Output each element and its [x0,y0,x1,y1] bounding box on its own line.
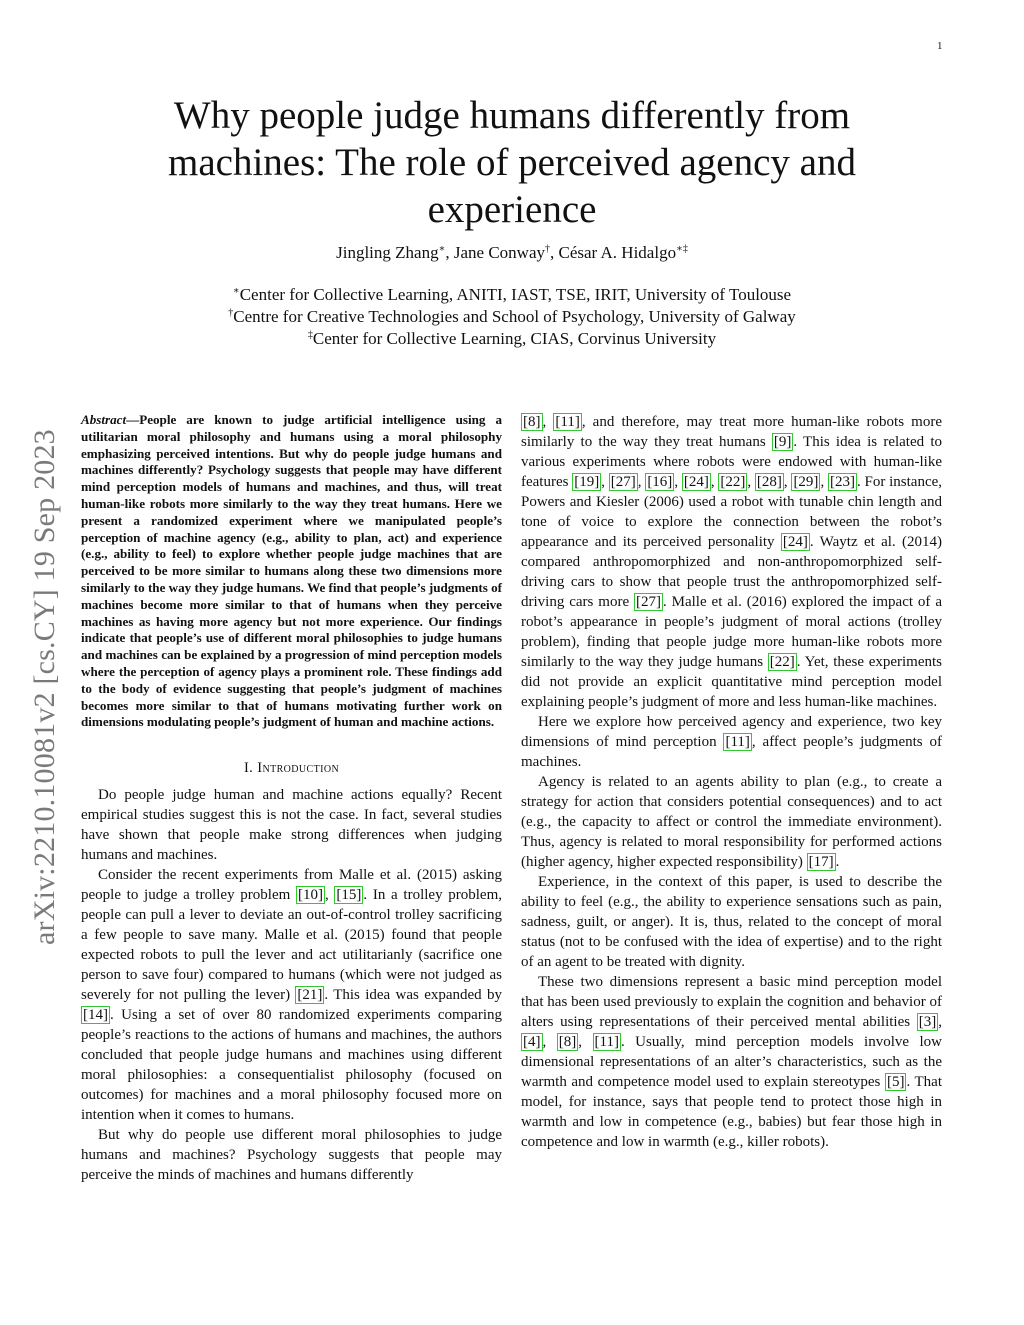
citation-link[interactable]: [11] [555,414,580,430]
section-heading: I. Introduction [243,760,340,777]
citation-link[interactable]: [24] [683,474,709,490]
body-paragraph: But why do people use different moral philosophies to judge humans and machines? Psychology suggests that people may perceive the minds of machines and humans differently [81,1127,502,1184]
citation-link[interactable]: [19] [574,474,600,490]
body-paragraph: These two dimensions represent a basic mind perception model that has been used previously to explain the cognition and behavior of alters using representations of their perceived mental abilities [3] , [4] , [8] , [11] . Usually, mind perception models involve low dimensional representations of an alter’s characteristics, such as the warmth and competence model used to explain stereotypes [5] . That model, for instance, says that people tend to protect those high in warmth and low in competence (e.g., babies) but fear those high in competence and low in warmth (e.g., killer robots). [521,974,943,1150]
citation-link[interactable]: [14] [83,1007,108,1024]
citation-link[interactable]: [15] [336,887,362,904]
page-number: 1 [937,40,943,52]
citation-link[interactable]: [17] [808,854,834,870]
author-list: Jingling Zhang∗, Jane Conway†, César A. Hidalgo∗‡ [336,243,688,262]
citation-link[interactable]: [21] [297,987,323,1004]
citation-link[interactable]: [23] [829,474,855,490]
citation-link[interactable]: [22] [720,474,746,490]
body-paragraph: Here we explore how perceived agency and experience, two key dimensions of mind perception [11] , affect people’s judgments of machines. [521,714,942,770]
body-paragraph: Do people judge human and machine actions equally? Recent empirical studies suggest this is not the case. In fact, several studies have shown that people make strong differences when judging humans and machines. [81,787,502,864]
affiliation-list [110,284,914,350]
citation-link[interactable]: [28] [756,474,782,490]
citation-link[interactable]: [5] [886,1074,905,1090]
body-paragraph: Agency is related to an agents ability to plan (e.g., to create a strategy for action that considers potential consequences) and to act (e.g., the capacity to affect or control the immediate environment). Thus, agency is related to moral responsibility for performed actions (higher agency, higher expected responsibility) [17] . [521,774,942,870]
right-column [521,412,942,1152]
citation-link[interactable]: [16] [647,474,673,490]
citation-link[interactable]: [10] [297,887,323,904]
author: César A. Hidalgo∗‡ [558,243,688,262]
abstract-lead: Abstract [81,412,127,427]
body-paragraph: Experience, in the context of this paper, is used to describe the ability to feel (e.g., the ability to experience sensations such as pain, sadness, guilt, or anger). It is, thus, related to the concept of moral status (not to be confused with the idea of expertise) and to the right of an agent to be treated with dignity. [521,874,942,970]
citation-link[interactable]: [11] [725,734,750,750]
body-paragraph: Consider the recent experiments from Malle et al. (2015) asking people to judge a trolley problem [10] , [15] . In a trolley problem, people can pull a lever to deviate an out-of-control trolley sacrificing a few people to save many. Malle et al. (2015) found that people expected robots to pull the lever and act utilitarianly (sacrifice one person to save four) compared to humans (which were not judged as severely for not pulling the lever) [21] . This idea was expanded by [14] . Using a set of over 80 randomized experiments comparing people’s reactions to the actions of humans and machines, the authors concluded that people judge humans and machines using different moral philosophies: a consequentialist philosophy (focused on outcomes) for machines and a moral philosophy focused more on intention when it comes to humans. [81,867,503,1124]
citation-link[interactable]: [4] [523,1034,541,1050]
citation-link[interactable]: [29] [793,474,819,490]
citation-link[interactable]: [8] [523,414,541,430]
body-paragraph: [8] , [11] , and therefore, may treat more human-like robots more similarly to the way they treat humans [9] . This idea is related to various experiments where robots were endowed with human-like features [19] , [27] , [16] , [24] , [22] , [28] , [29] , [23] . For instance, Powers and Kiesler (2006) used a robot with tunable chin length and tone of voice to explore the connection between the robot’s appearance and its perceived personality [24] . Waytz et al. (2014) compared anthropomorphized and non-anthropomorphized self-driving cars to show that people trust the anthropomorphized self-driving cars more [27] . Malle et al. (2016) explored the impact of a robot’s appearance in people’s judgment of moral actions (trolley problem), finding that people judge more human-like robots more similarly to the way they judge humans [22] . Yet, these experiments did not provide an explicit quantitative mind perception model explaining people’s judgment of more and less human-like machines. [521,414,943,710]
citation-link[interactable]: [27] [610,474,636,490]
citation-link[interactable]: [24] [782,534,808,550]
citation-link[interactable]: [3] [918,1014,937,1030]
citation-link[interactable]: [27] [636,594,661,610]
abstract [81,412,502,731]
paper-title: Why people judge humans differently from machines: The role of perceived agency and experience [168,94,856,231]
right-body-text [521,412,942,1152]
citation-link[interactable]: [22] [769,654,795,670]
author: Jane Conway† [453,243,550,262]
arxiv-identifier: arXiv:2210.10081v2 [cs.CY] 19 Sep 2023 [28,429,61,945]
affiliation: ∗Center for Collective Learning, ANITI, IAST, TSE, IRIT, University of Toulouse [232,285,792,304]
citation-link[interactable]: [8] [558,1034,577,1050]
affiliation: †Centre for Creative Technologies and School of Psychology, University of Galway [228,307,796,326]
affiliation: ‡Center for Collective Learning, CIAS, Corvinus University [307,329,717,348]
abstract-text: —People are known to judge artificial intelligence using a utilitarian moral philosophy and humans using a moral philosophy emphasizing perceived intentions. But why do people judge humans and machines differently? Psychology suggests that people may have different mind perception models of humans and machines, and thus, will treat human-like robots more similarly to the way they treat humans. Here we present a randomized experiment where we manipulated people’s perception of machine agency (e.g., ability to plan, act) and experience (e.g., ability to feel) to explore whether people judge machines that are perceived to be more similar to humans along these two dimensions more similarly to the way they judge humans. We find that people’s judgments of machines become more similar to that of humans when they perceive machines as having more agency but not more experience. Our findings indicate that people’s use of different moral philosophies to judge humans and machines can be explained by a progression of mind perception models where the perception of agency plays a prominent role. These findings add to the body of evidence suggesting that people’s judgment of machines becomes more similar to that of humans motivating further work on dimensions modulating people’s judgment of human and machine actions. [81,412,502,730]
author: Jingling Zhang∗ [336,243,446,262]
left-body-text [81,785,502,1185]
citation-link[interactable]: [9] [773,434,792,450]
left-column [81,412,502,1185]
citation-link[interactable]: [11] [594,1034,619,1050]
